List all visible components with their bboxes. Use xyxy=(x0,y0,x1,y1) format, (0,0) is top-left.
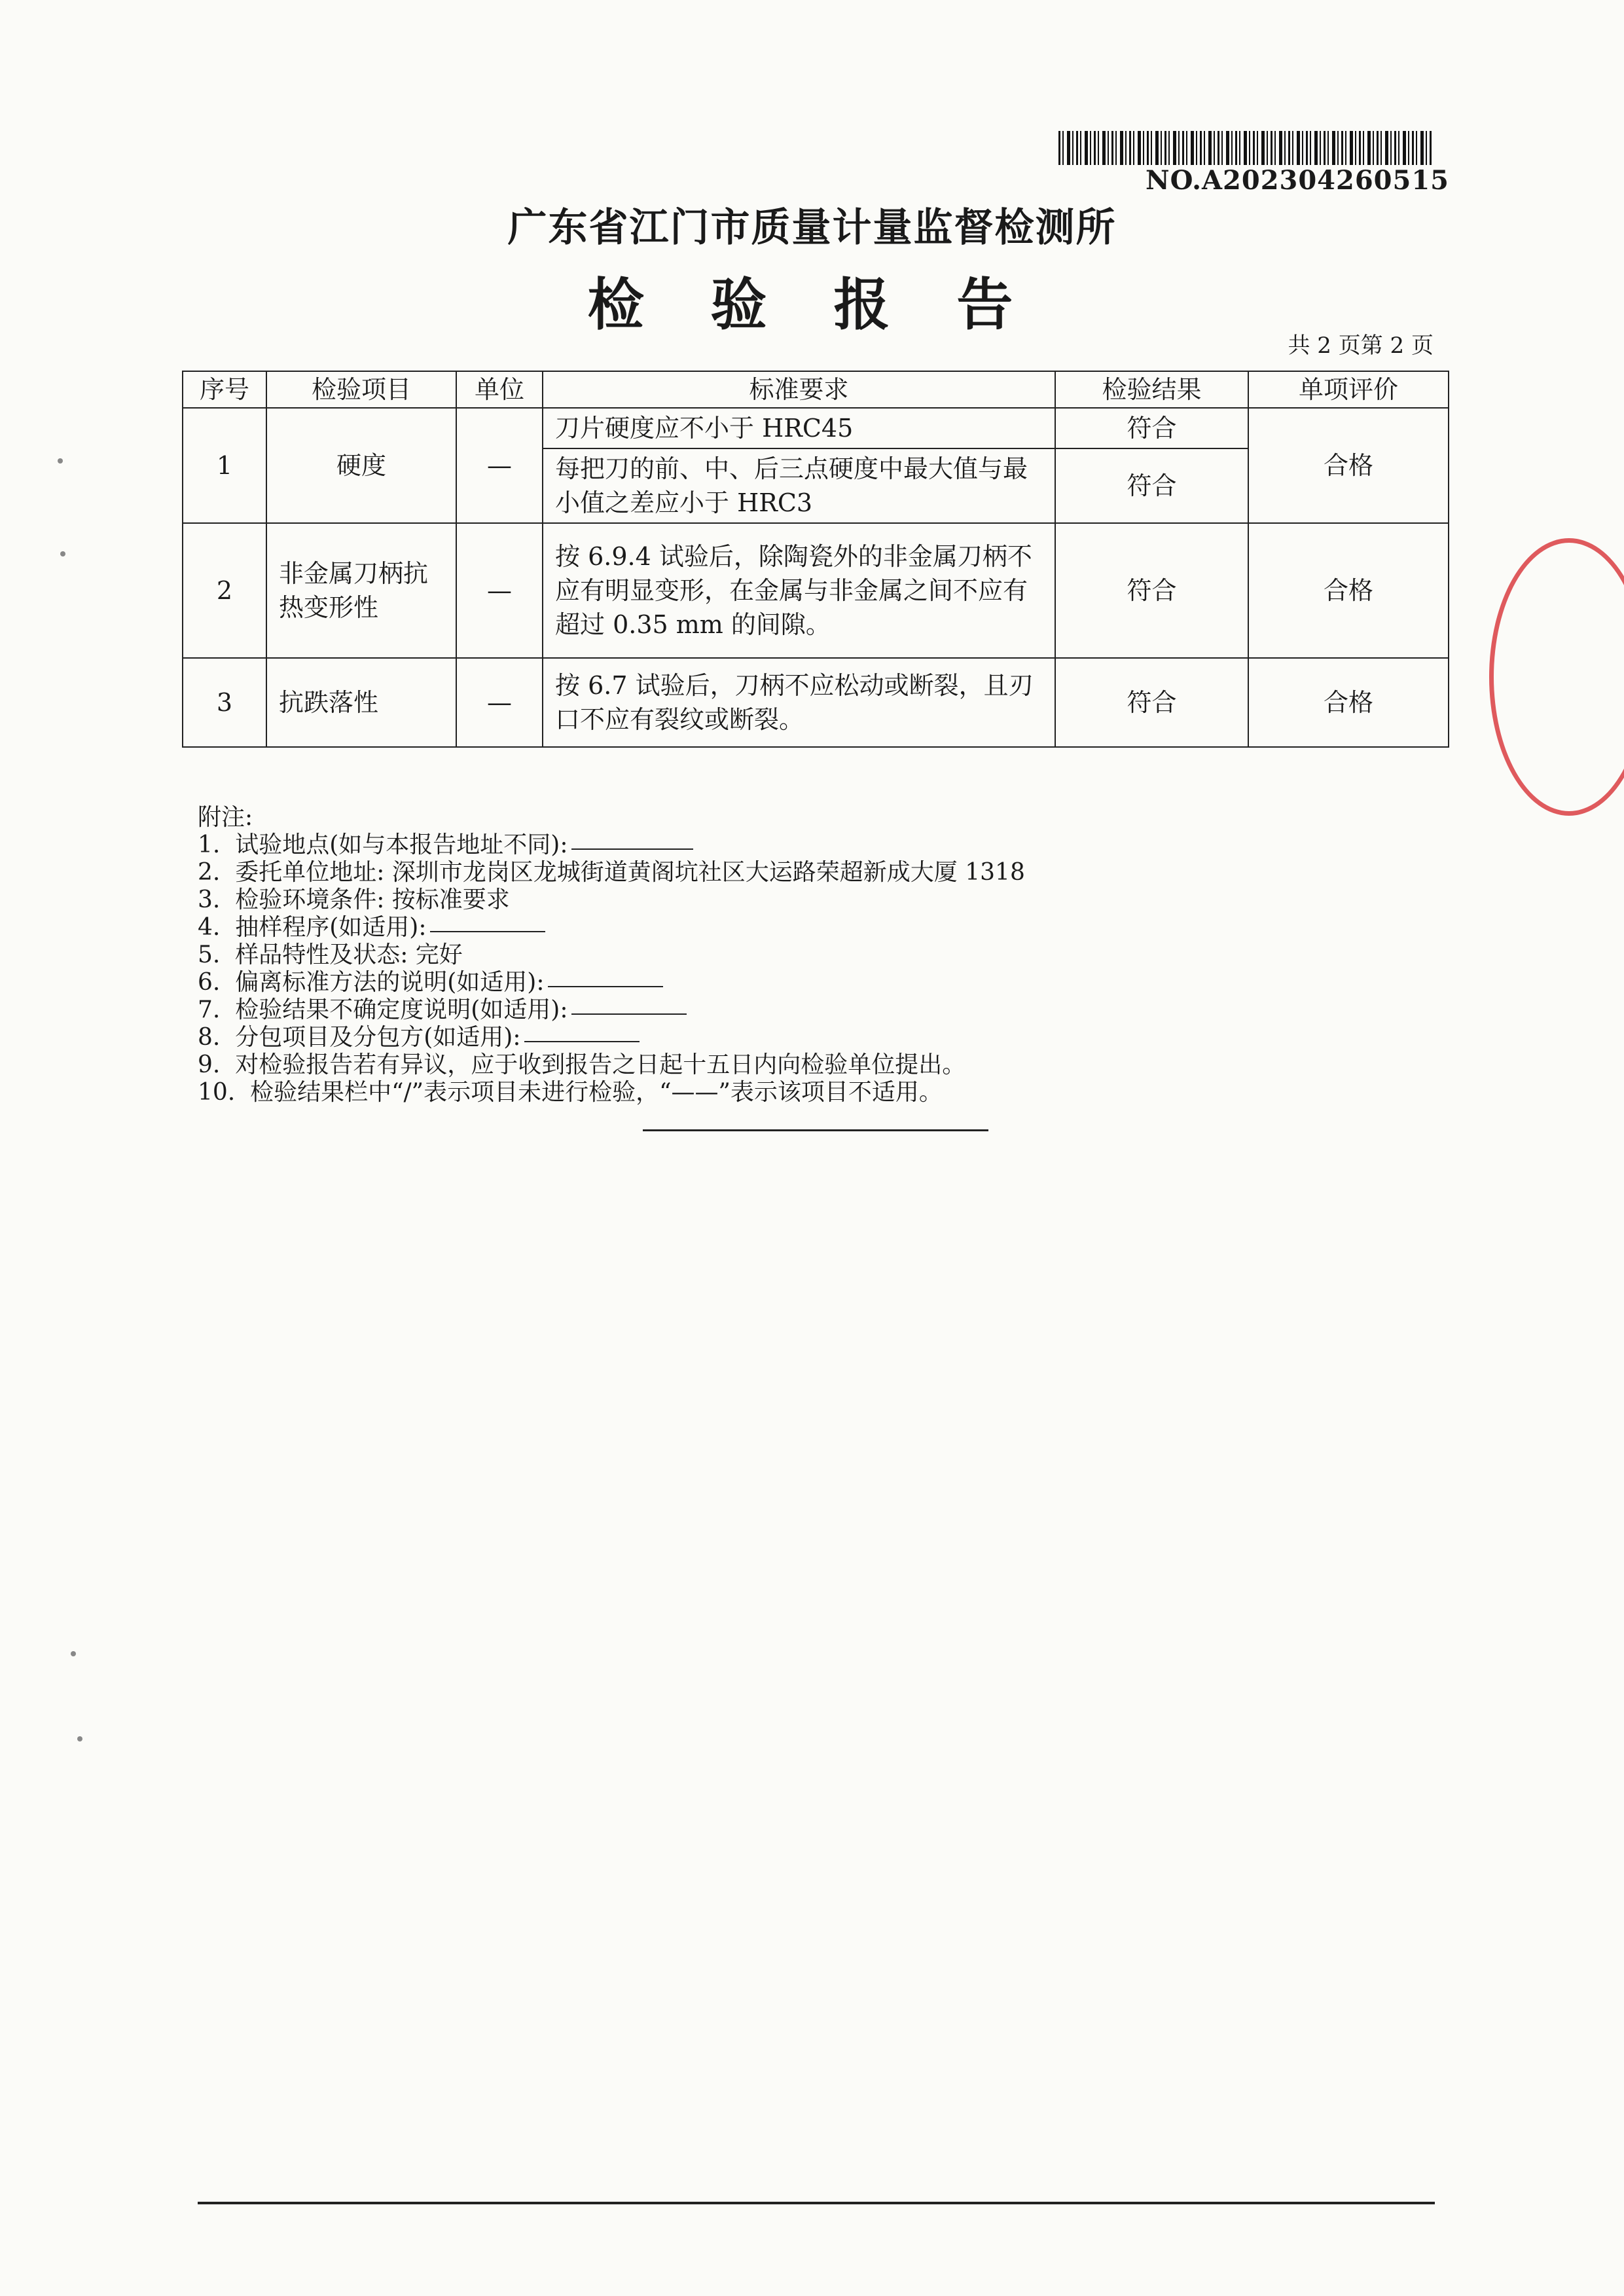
note-item: 4. 抽样程序(如适用): xyxy=(198,914,1310,941)
scan-speck xyxy=(77,1736,82,1741)
cell-no: 2 xyxy=(183,523,266,658)
table-row xyxy=(183,658,1449,747)
notes-heading: 附注: xyxy=(198,804,253,831)
note-item: 5. 样品特性及状态: 完好 xyxy=(198,941,463,968)
note-item: 9. 对检验报告若有异议，应于收到报告之日起十五日内向检验单位提出。 xyxy=(198,1051,966,1078)
cell-unit: — xyxy=(456,658,543,747)
blank-line xyxy=(571,999,687,1015)
cell-requirement: 每把刀的前、中、后三点硬度中最大值与最小值之差应小于 HRC3 xyxy=(543,448,1055,523)
note-item: 7. 检验结果不确定度说明(如适用): xyxy=(198,996,1310,1024)
blank-line xyxy=(571,834,693,850)
document-title: 检 验 报 告 xyxy=(587,272,1037,338)
notes-end-rule xyxy=(643,1129,988,1131)
cell-item: 非金属刀柄抗热变形性 xyxy=(266,523,456,658)
cell-requirement: 按 6.9.4 试验后，除陶瓷外的非金属刀柄不应有明显变形，在金属与非金属之间不应有超过 0.35 mm 的间隙。 xyxy=(543,523,1055,658)
header-evaluation: 单项评价 xyxy=(1248,371,1449,408)
cell-evaluation: 合格 xyxy=(1248,523,1449,658)
page-indicator: 共 2 页第 2 页 xyxy=(1288,333,1434,359)
note-item: 6. 偏离标准方法的说明(如适用): xyxy=(198,969,1310,996)
cell-no: 3 xyxy=(183,658,266,747)
cell-result: 符合 xyxy=(1055,408,1248,448)
note-item: 8. 分包项目及分包方(如适用): xyxy=(198,1024,1310,1051)
note-item: 2. 委托单位地址: 深圳市龙岗区龙城街道黄阁坑社区大运路荣超新成大厦 1318 xyxy=(198,859,1025,886)
notes-section xyxy=(198,804,1310,1106)
table-header-row xyxy=(183,371,1449,408)
blank-line xyxy=(430,917,545,932)
table-row xyxy=(183,408,1449,448)
header-unit: 单位 xyxy=(456,371,543,408)
report-number: NO.A202304260515 xyxy=(1146,165,1450,196)
scan-speck xyxy=(71,1651,76,1656)
cell-requirement: 按 6.7 试验后，刀柄不应松动或断裂，且刃口不应有裂纹或断裂。 xyxy=(543,658,1055,747)
cell-unit: — xyxy=(456,408,543,523)
table-row xyxy=(183,523,1449,658)
header-result: 检验结果 xyxy=(1055,371,1248,408)
cell-no: 1 xyxy=(183,408,266,523)
inspection-table xyxy=(182,371,1449,748)
cell-result: 符合 xyxy=(1055,523,1248,658)
header-no: 序号 xyxy=(183,371,266,408)
note-item: 1. 试验地点(如与本报告地址不同): xyxy=(198,831,1310,859)
blank-line xyxy=(548,972,663,987)
institute-name: 广东省江门市质量计量监督检测所 xyxy=(507,205,1117,251)
official-seal xyxy=(1489,538,1624,816)
cell-evaluation: 合格 xyxy=(1248,408,1449,523)
cell-result: 符合 xyxy=(1055,448,1248,523)
header-item: 检验项目 xyxy=(266,371,456,408)
blank-line xyxy=(524,1027,640,1042)
cell-evaluation: 合格 xyxy=(1248,658,1449,747)
cell-item: 硬度 xyxy=(266,408,456,523)
cell-result: 符合 xyxy=(1055,658,1248,747)
scan-speck xyxy=(58,458,63,464)
note-item: 3. 检验环境条件: 按标准要求 xyxy=(198,886,510,913)
cell-item: 抗跌落性 xyxy=(266,658,456,747)
footer-rule xyxy=(198,2202,1435,2204)
barcode xyxy=(1058,131,1432,165)
cell-requirement: 刀片硬度应不小于 HRC45 xyxy=(543,408,1055,448)
cell-unit: — xyxy=(456,523,543,658)
header-requirement: 标准要求 xyxy=(543,371,1055,408)
note-item: 10. 检验结果栏中“/”表示项目未进行检验，“——”表示该项目不适用。 xyxy=(198,1079,943,1106)
scan-speck xyxy=(60,551,65,556)
